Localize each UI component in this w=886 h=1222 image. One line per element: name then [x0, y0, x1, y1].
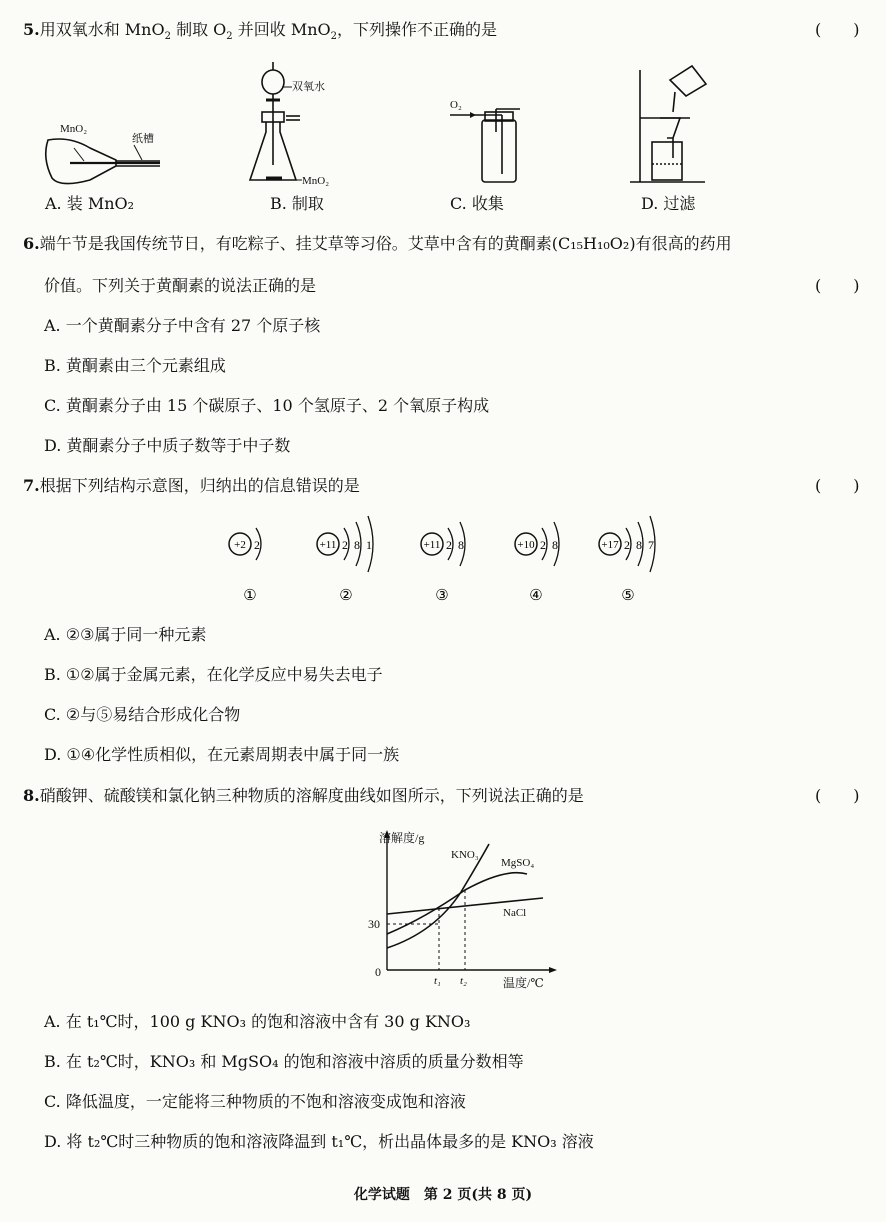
fig-a-label-trough: 纸槽: [132, 133, 154, 145]
q6-stem-line1: [23, 234, 732, 254]
q6-number: 6.: [23, 234, 40, 253]
chart-y-tick-30: 30: [368, 917, 380, 931]
fig-c-label-o2: O₂: [450, 99, 462, 111]
atom-nucleus-charge: +11: [319, 539, 337, 551]
electron-count: 2: [254, 538, 260, 552]
atom-label: ①: [243, 588, 257, 604]
q6-stem-text-1: 端午节是我国传统节日，有吃粽子、挂艾草等习俗。艾草中含有的黄酮素(C₁₅H₁₀O₂)有很高的药用: [39, 234, 732, 253]
page-footer: 化学试题 第 2 页(共 8 页): [353, 1187, 533, 1203]
q5-stem: [23, 20, 497, 47]
electron-count: 8: [354, 538, 360, 552]
atom-nucleus-charge: +17: [601, 539, 619, 551]
q5-stem-text: 用双氧水和 MnO$_2$ 制取 $O_2$ 并回收 MnO$_2$，下列操作不正确的是: [39, 20, 498, 43]
q6-option-b: B. 黄酮素由三个元素组成: [44, 356, 226, 375]
fig-a-flask: [46, 139, 160, 184]
q7-stem-text: 根据下列结构示意图，归纳出的信息错误的是: [39, 476, 360, 495]
atom-diagram-3: [421, 522, 465, 604]
electron-count: 2: [342, 538, 348, 552]
q7-answer-paren: ( ): [815, 476, 860, 495]
atom-label: ③: [435, 588, 449, 604]
atom-diagram-4: [515, 522, 559, 604]
q8-option-b: B. 在 t₂℃时，KNO₃ 和 MgSO₄ 的饱和溶液中溶质的质量分数相等: [44, 1052, 524, 1071]
fig-a-caption: A. 装 MnO₂: [45, 194, 135, 213]
fig-c-caption: C. 收集: [450, 194, 504, 213]
atom-diagram-5: [599, 516, 655, 604]
q6-option-c: C. 黄酮素分子由 15 个碳原子、10 个氢原子、2 个氧原子构成: [44, 396, 490, 415]
electron-count: 2: [446, 538, 452, 552]
fig-d-filter: [630, 66, 706, 182]
chart-x-tick-t2: t₂: [460, 975, 467, 987]
curve-mgso4: [387, 873, 527, 934]
electron-count: 8: [552, 538, 558, 552]
electron-count: 1: [366, 538, 372, 552]
atom-diagram-1: [229, 528, 261, 604]
series-label-mgso4: MgSO₄: [501, 857, 535, 869]
series-label-nacl: NaCl: [503, 907, 527, 919]
fig-b-caption: B. 制取: [270, 194, 324, 213]
q6-option-d: D. 黄酮素分子中质子数等于中子数: [44, 436, 291, 455]
q7-number: 7.: [23, 476, 40, 495]
q6-stem-line2: [44, 276, 316, 296]
q6-answer-paren: ( ): [815, 276, 860, 295]
q8-option-c: C. 降低温度，一定能将三种物质的不饱和溶液变成饱和溶液: [44, 1092, 466, 1111]
chart-x-tick-t1: t₁: [434, 975, 441, 987]
fig-b-flask: [250, 62, 300, 180]
atom-diagram-2: [317, 516, 373, 604]
q8-option-d: D. 将 t₂℃时三种物质的饱和溶液降温到 t₁℃，析出晶体最多的是 KNO₃ 溶液: [44, 1132, 594, 1151]
fig-d-caption: D. 过滤: [641, 194, 696, 213]
q7-atomic-structure-diagrams: [210, 508, 690, 608]
series-label-kno3: KNO₃: [451, 849, 479, 861]
electron-count: 8: [636, 538, 642, 552]
q8-stem-text: 硝酸钾、硫酸镁和氯化钠三种物质的溶解度曲线如图所示，下列说法正确的是: [39, 786, 584, 805]
q5-apparatus-figures: [30, 60, 730, 195]
atom-nucleus-charge: +10: [517, 539, 535, 551]
electron-count: 2: [540, 538, 546, 552]
q7-option-a: A. ②③属于同一种元素: [44, 625, 207, 644]
atom-nucleus-charge: +2: [234, 539, 246, 551]
electron-count: 7: [648, 538, 654, 552]
chart-ylabel: 溶解度/g: [379, 831, 425, 845]
fig-b-label-h2o2: 双氧水: [292, 81, 325, 93]
electron-count: 8: [458, 538, 464, 552]
atom-label: ⑤: [621, 588, 635, 604]
atom-label: ④: [529, 588, 543, 604]
fig-b-label-mno2: MnO₂: [302, 175, 330, 187]
electron-count: 2: [624, 538, 630, 552]
q8-stem: [23, 786, 584, 806]
q8-option-a: A. 在 t₁℃时，100 g KNO₃ 的饱和溶液中含有 30 g KNO₃: [44, 1012, 471, 1031]
q7-option-d: D. ①④化学性质相似，在元素周期表中属于同一族: [44, 745, 400, 764]
q7-option-c: C. ②与⑤易结合形成化合物: [44, 705, 241, 724]
atom-label: ②: [339, 588, 353, 604]
q7-stem: [23, 476, 360, 496]
q6-option-a: A. 一个黄酮素分子中含有 27 个原子核: [44, 316, 321, 335]
fig-c-bottle: [450, 109, 520, 182]
q8-answer-paren: ( ): [815, 786, 860, 805]
chart-xlabel: 温度/℃: [503, 976, 544, 990]
q7-option-b: B. ①②属于金属元素，在化学反应中易失去电子: [44, 665, 383, 684]
solubility-chart: [355, 822, 565, 992]
q5-number: 5.: [23, 20, 40, 39]
chart-origin-label: 0: [375, 965, 381, 979]
q6-stem-text-2: 价值。下列关于黄酮素的说法正确的是: [44, 276, 317, 295]
q5-answer-paren: ( ): [815, 20, 860, 39]
fig-a-label-mno2: MnO₂: [60, 123, 88, 135]
atom-nucleus-charge: +11: [423, 539, 441, 551]
q8-number: 8.: [23, 786, 40, 805]
